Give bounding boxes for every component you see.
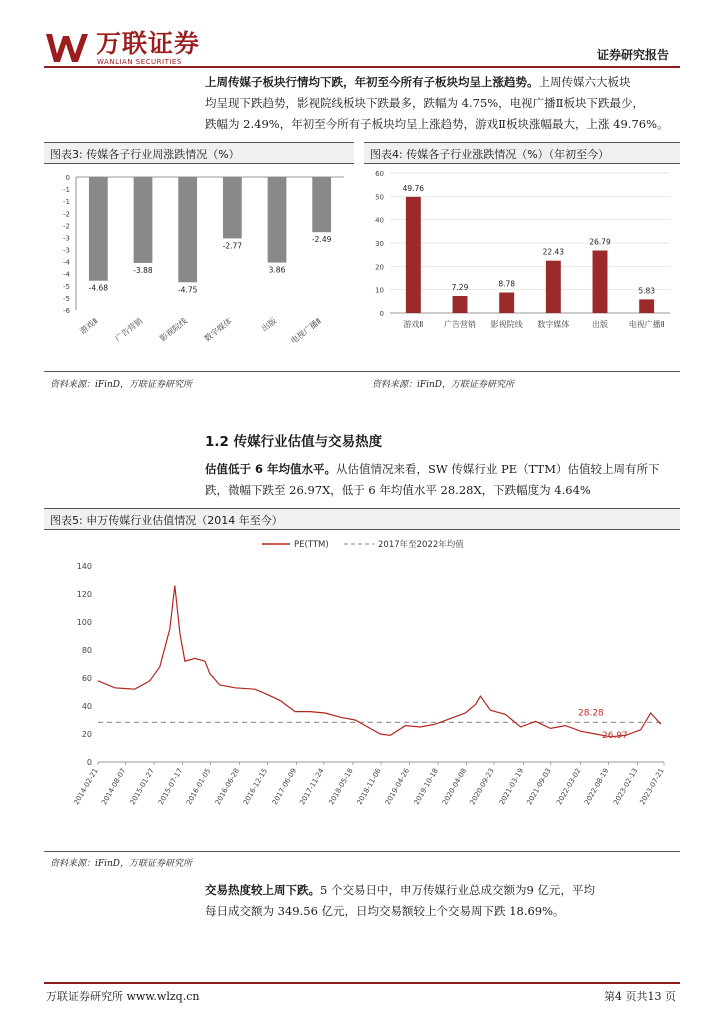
fig4-bar	[546, 261, 561, 313]
fig5-annotation-current: 26.97	[602, 731, 628, 742]
fig5-y-tick: 0	[86, 758, 92, 767]
fig3-x-tick: 数字媒体	[202, 316, 234, 344]
fig4-x-tick: 游戏Ⅱ	[403, 320, 424, 329]
fig3-y-tick: -2	[63, 222, 70, 231]
logo-text: 万联证券	[96, 29, 201, 58]
fig4-y-tick: 20	[375, 263, 384, 272]
fig3-data-label: -3.88	[133, 266, 153, 276]
fig3-data-label: -2.49	[311, 235, 332, 245]
fig5-x-tick: 2016-12-15	[241, 767, 270, 807]
fig3-x-tick: 影视院线	[158, 316, 189, 344]
fig5-y-tick: 100	[76, 618, 92, 627]
header-rule	[44, 66, 680, 68]
fig3-data-label: -4.75	[177, 285, 198, 295]
fig5-bottom-rule	[44, 851, 680, 852]
fig5-legend-pe: PE(TTM)	[294, 540, 329, 550]
fig3-y-tick: -1	[63, 186, 70, 195]
fig4-bar	[453, 296, 468, 313]
section-title: 1.2 传媒行业估值与交易热度	[205, 434, 383, 450]
fig5-x-tick: 2017-11-24	[298, 767, 326, 807]
fig4-x-tick: 数字媒体	[537, 320, 570, 329]
fig5-x-tick: 2022-08-19	[583, 767, 611, 807]
footer-left: 万联证券研究所 www.wlzq.cn	[46, 990, 200, 1003]
report-type: 证券研究报告	[596, 48, 669, 62]
fig5-x-tick: 2019-04-26	[383, 767, 412, 807]
fig5-y-tick: 140	[76, 562, 92, 571]
fig4-y-tick: 50	[375, 193, 384, 202]
valuation-line2: 跌，微幅下跌至 26.97X，低于 6 年均值水平 28.28X，下跌幅度为 4.64%	[205, 483, 591, 497]
fig3-y-tick: -5	[63, 294, 70, 303]
fig4-source: 资料来源：iFinD，万联证券研究所	[372, 380, 515, 390]
intro-paragraph	[205, 72, 685, 135]
fig4-y-tick: 60	[375, 170, 384, 178]
fig4-bar	[499, 293, 514, 313]
fig5-y-tick: 80	[81, 646, 92, 655]
fig5-x-tick: 2020-09-23	[468, 767, 496, 807]
fig5-x-tick: 2016-01-05	[185, 767, 213, 807]
fig4-y-tick: 10	[375, 286, 384, 295]
intro-line2: 均呈现下跌趋势，影视院线板块下跌最多，跌幅为 4.75%，电视广播Ⅱ板块下跌最少，	[205, 96, 645, 110]
fig3-y-tick: -3	[63, 234, 70, 243]
fig5-x-tick: 2022-03-02	[555, 767, 583, 807]
fig5-annotation-mean: 28.28	[578, 708, 604, 719]
fig4-x-tick: 广告营销	[444, 320, 476, 329]
fig4-x-tick: 影视院线	[490, 320, 523, 329]
fig5-pe-line	[98, 586, 661, 737]
fig5-legend-mean: 2017年至2022年均值	[378, 540, 464, 550]
fig5-x-tick: 2017-06-09	[270, 767, 299, 807]
fig4-chart	[364, 165, 680, 370]
fig4-y-tick: 0	[379, 310, 384, 318]
fig5-x-tick: 2014-02-21	[72, 767, 100, 807]
fig3-bar	[134, 177, 153, 263]
fig4-bar	[593, 250, 608, 313]
fig5-x-tick: 2023-02-13	[612, 767, 640, 807]
fig3-y-tick: -3	[63, 246, 70, 255]
fig3-y-tick: -5	[63, 282, 70, 291]
footer-rule	[44, 982, 680, 984]
logo-english: WANLIAN SECURITIES	[97, 58, 182, 66]
fig5-chart	[44, 530, 680, 850]
fig4-bar	[639, 299, 654, 313]
fig3-title-bar	[44, 142, 354, 164]
fig4-data-label: 26.79	[589, 237, 611, 247]
fig5-x-tick: 2021-09-03	[525, 767, 553, 807]
fig3-bar	[89, 177, 108, 281]
fig3-bar	[268, 177, 287, 263]
fig4-data-label: 22.43	[542, 247, 565, 257]
fig3-title: 图表3: 传媒各子行业周涨跌情况（%）	[50, 148, 240, 161]
intro-line3: 跌幅为 2.49%，年初至今所有子板块均呈上涨趋势，游戏Ⅱ板块涨幅最大，上涨 49.76%。	[205, 117, 669, 131]
fig4-title-bar	[364, 142, 680, 164]
fig4-data-label: 5.83	[638, 286, 656, 296]
fig5-source: 资料来源：iFinD，万联证券研究所	[50, 859, 193, 869]
fig4-y-tick: 30	[375, 240, 384, 248]
fig3-chart	[44, 165, 354, 370]
valuation-paragraph	[205, 459, 685, 501]
trading-text: 5 个交易日中，申万传媒行业总成交额为9 亿元，平均	[320, 883, 595, 897]
fig3-bar	[178, 177, 197, 282]
fig5-title-bar	[44, 508, 680, 530]
fig4-title: 图表4: 传媒各子行业涨跌情况（%）（年初至今）	[370, 148, 610, 161]
fig5-y-tick: 20	[81, 730, 92, 739]
fig3-data-label: -2.77	[222, 241, 243, 251]
valuation-text: 从估值情况来看，SW 传媒行业 PE（TTM）估值较上周有所下	[336, 462, 660, 476]
fig5-x-tick: 2021-03-19	[497, 767, 526, 807]
fig5-x-tick: 2018-05-18	[327, 767, 355, 807]
fig4-y-tick: 40	[375, 216, 384, 225]
fig3-data-label: 3.86	[268, 265, 286, 275]
intro-text: 上周传媒六大板块	[538, 75, 631, 89]
fig5-y-tick: 40	[81, 702, 92, 711]
fig3-y-tick: -6	[63, 307, 70, 315]
fig3-y-tick: -4	[63, 258, 70, 267]
fig3-data-label: -4.68	[88, 283, 109, 293]
fig4-data-label: 7.29	[451, 282, 469, 292]
fig4-data-label: 8.78	[498, 279, 516, 289]
fig34-bottom-rule	[44, 371, 680, 372]
fig3-x-tick: 电视广播Ⅱ	[289, 316, 323, 346]
trading-paragraph	[205, 880, 685, 922]
intro-bold: 上周传媒子板块行情均下跌，年初至今所有子板块均呈上涨趋势。	[205, 75, 539, 89]
fig3-y-tick: 0	[65, 174, 70, 182]
fig5-title: 图表5: 申万传媒行业估值情况（2014 年至今）	[50, 514, 283, 527]
fig3-y-tick: -4	[63, 270, 70, 279]
fig3-y-tick: -2	[63, 210, 70, 219]
trading-line2: 每日成交额为 349.56 亿元，日均交易额较上个交易周下跌 18.69%。	[205, 904, 565, 918]
fig4-x-tick: 出版	[592, 320, 608, 329]
fig5-y-tick: 60	[81, 674, 92, 683]
fig3-source: 资料来源：iFinD，万联证券研究所	[50, 380, 193, 390]
fig5-x-tick: 2020-04-08	[440, 767, 469, 807]
trading-bold: 交易热度较上周下跌。	[205, 883, 320, 897]
fig5-x-tick: 2018-11-06	[355, 767, 383, 807]
fig4-bar	[406, 197, 421, 313]
fig5-x-tick: 2019-10-18	[412, 767, 440, 807]
fig5-x-tick: 2015-07-17	[156, 767, 185, 807]
valuation-bold: 估值低于 6 年均值水平。	[205, 462, 337, 476]
fig5-x-tick: 2016-06-28	[213, 767, 242, 807]
fig5-y-tick: 120	[76, 590, 92, 599]
fig4-x-tick: 电视广播Ⅱ	[628, 320, 665, 329]
fig5-x-tick: 2023-07-21	[638, 767, 666, 807]
fig3-x-tick: 出版	[260, 316, 279, 334]
fig3-x-tick: 广告营销	[113, 316, 145, 344]
fig3-y-tick: -1	[63, 198, 70, 207]
fig3-bar	[223, 177, 242, 238]
wanlian-logo-icon	[44, 30, 92, 66]
fig3-bar	[312, 177, 331, 232]
page-number: 第4 页共13 页	[604, 990, 676, 1003]
fig5-x-tick: 2015-01-27	[128, 767, 156, 807]
fig5-x-tick: 2014-08-07	[100, 767, 128, 807]
fig4-data-label: 49.76	[402, 183, 425, 193]
fig3-x-tick: 游戏Ⅱ	[78, 316, 100, 336]
